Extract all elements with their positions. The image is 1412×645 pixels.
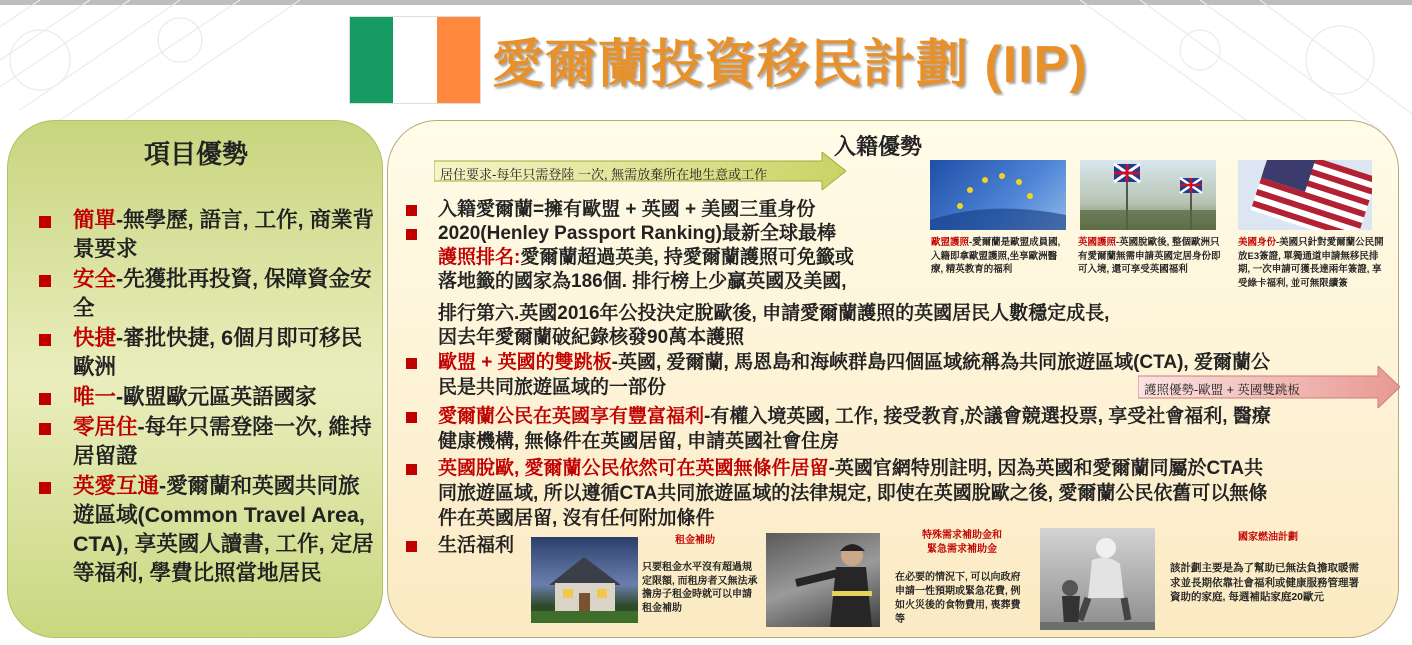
ireland-flag-icon [349,16,481,104]
eu-stars-icon [930,160,1066,230]
bullet-square-icon [39,275,51,287]
bullet-square-icon [406,229,417,240]
bullet-square-icon [39,423,51,435]
list-item [35,472,375,588]
special-needs-title: 特殊需求補助金和 緊急需求補助金 [922,530,1002,555]
point-brexit-line: 同旅遊區域, 所以遵循CTA共同旅遊區域的法律規定, 即使在英國脫歐之後, 愛爾蘭公民依舊可以無條 [438,483,1268,504]
house-photo [531,537,638,623]
list-item [35,206,375,264]
us-status-caption: 美國身份-美國只針對愛爾蘭公民開放E3簽證, 單獨通道申請無移民排期, 一次申請可獲長達兩年簽證, 享受綠卡福利, 並可無限續簽 [1238,237,1384,289]
uk-flags-photo [1080,160,1216,230]
point-brexit-line: 件在英國居留, 沒有任何附加條件 [438,508,715,529]
special-needs-text: 在必要的情況下, 可以向政府申請一性預期或緊急花費, 例如火災後的食物費用, 喪葬費等 [895,572,1021,625]
list-item [35,383,375,412]
advantage-text: -審批快捷, 6個月即可移民歐洲 [73,326,363,379]
advantage-text: -歐盟歐元區英語國家 [116,385,317,409]
bullet-square-icon [406,358,417,369]
fuel-allowance-title: 國家燃油計劃 [1238,532,1298,543]
advantages-title: 項目優勢 [143,139,248,169]
advantage-key: 快捷 [73,326,117,350]
advantage-key: 英愛互通 [73,474,160,498]
point-brexit: 英國脫歐, 愛爾蘭公民依然可在英國無條件居留-英國官網特別註明, 因為英國和愛爾蘭同屬於CTA共 [438,458,1264,479]
fuel-allowance-text: 該計劃主要是為了幫助已無法負擔取暖需求並長期依靠社會福利或健康服務管理署資助的家庭, 每週補貼家庭20歐元 [1170,562,1359,603]
advantage-key: 安全 [73,267,117,291]
point-dual-springboard-line: 民是共同旅遊區域的一部份 [438,377,667,398]
point-uk-benefits: 愛爾蘭公民在英國享有豐富福利-有權入境英國, 工作, 接受教育,於議會競選投票, 享受社會福利, 醫療 [438,406,1271,427]
list-item [35,413,375,471]
bullet-square-icon [406,412,417,423]
bullet-square-icon [406,541,417,552]
advantage-text: -愛爾蘭和英國共同旅遊區域(Common Travel Area, CTA), 享英國人讀書, 工作, 定居等福利, 學費比照當地居民 [73,474,374,585]
point-passport-line: 排行第六.英國2016年公投決定脫歐後, 申請愛爾蘭護照的英國居民人數穩定成長, [438,303,1110,324]
rent-subsidy-text: 只要租金水平沒有超過規定限額, 而租房者又無法承擔房子租金時就可以申請租金補助 [642,562,758,614]
point-triple-identity: 入籍愛爾蘭=擁有歐盟 + 英國 + 美國三重身份 [438,199,816,220]
point-welfare: 生活福利 [438,535,515,556]
residency-banner-text: 居住要求-每年只需登陸 一次, 無需放棄所在地生意或工作 [440,167,768,182]
list-item [35,265,375,323]
list-item [35,324,375,382]
union-jack-icon [1080,160,1216,230]
page-title: 愛爾蘭投資移民計劃 (IIP) [492,36,1088,94]
bullet-square-icon [39,482,51,494]
rent-subsidy-title: 租金補助 [675,535,715,546]
us-flag-photo [1238,160,1372,230]
flag-orange-band [437,17,480,103]
point-dual-springboard: 歐盟 + 英國的雙跳板-英國, 爱爾蘭, 馬恩島和海峽群島四個區域統稱為共同旅遊區域(CTA), 爱爾蘭公 [438,352,1270,373]
advantage-text: -無學歷, 語言, 工作, 商業背景要求 [73,208,375,261]
house-icon [531,537,638,623]
bullet-square-icon [406,464,417,475]
firefighter-icon [766,533,880,627]
bullet-square-icon [39,334,51,346]
uk-passport-caption: 英國護照-英國脫歐後, 整個歐洲只有愛爾蘭無需申請英國定居身份即可入境, 還可享受英國福利 [1078,237,1221,275]
point-passport-line: 護照排名:愛爾蘭超過英美, 持愛爾蘭護照可免籤或 [438,247,854,268]
advantage-text: -先獲批再投資, 保障資金安全 [73,267,372,320]
eu-passport-caption: 歐盟護照-愛爾蘭是歐盟成員國, 入籍即拿歐盟護照,坐享歐洲醫療, 精英教育的福利 [931,237,1061,275]
advantage-text: -每年只需登陸一次, 維持居留證 [73,415,372,468]
bullet-square-icon [39,216,51,228]
bullet-square-icon [406,205,417,216]
top-divider [0,0,1412,5]
point-passport-ranking: 2020(Henley Passport Ranking)最新全球最棒 [438,223,837,244]
elderly-photo [1040,528,1155,630]
flag-white-band [393,17,436,103]
advantage-key: 唯一 [73,385,117,409]
point-uk-benefits-line: 健康機構, 無條件在英國居留, 申請英國社會住房 [438,431,840,452]
bullet-square-icon [39,393,51,405]
firefighter-photo [766,533,880,627]
point-passport-line: 因去年愛爾蘭破紀錄核發90萬本護照 [438,327,745,348]
passport-banner-text: 護照優勢-歐盟 + 英國雙跳板 [1144,383,1300,397]
point-passport-line: 落地籤的國家為186個. 排行榜上少贏英國及美國, [438,271,847,292]
elderly-person-icon [1040,528,1155,630]
citizenship-title: 入籍優勢 [834,134,923,159]
advantages-list [35,206,375,589]
eu-flag-photo [930,160,1066,230]
advantage-key: 零居住 [73,415,138,439]
flag-green-band [350,17,393,103]
advantage-key: 簡單 [73,208,117,232]
us-flag-icon [1238,160,1372,230]
